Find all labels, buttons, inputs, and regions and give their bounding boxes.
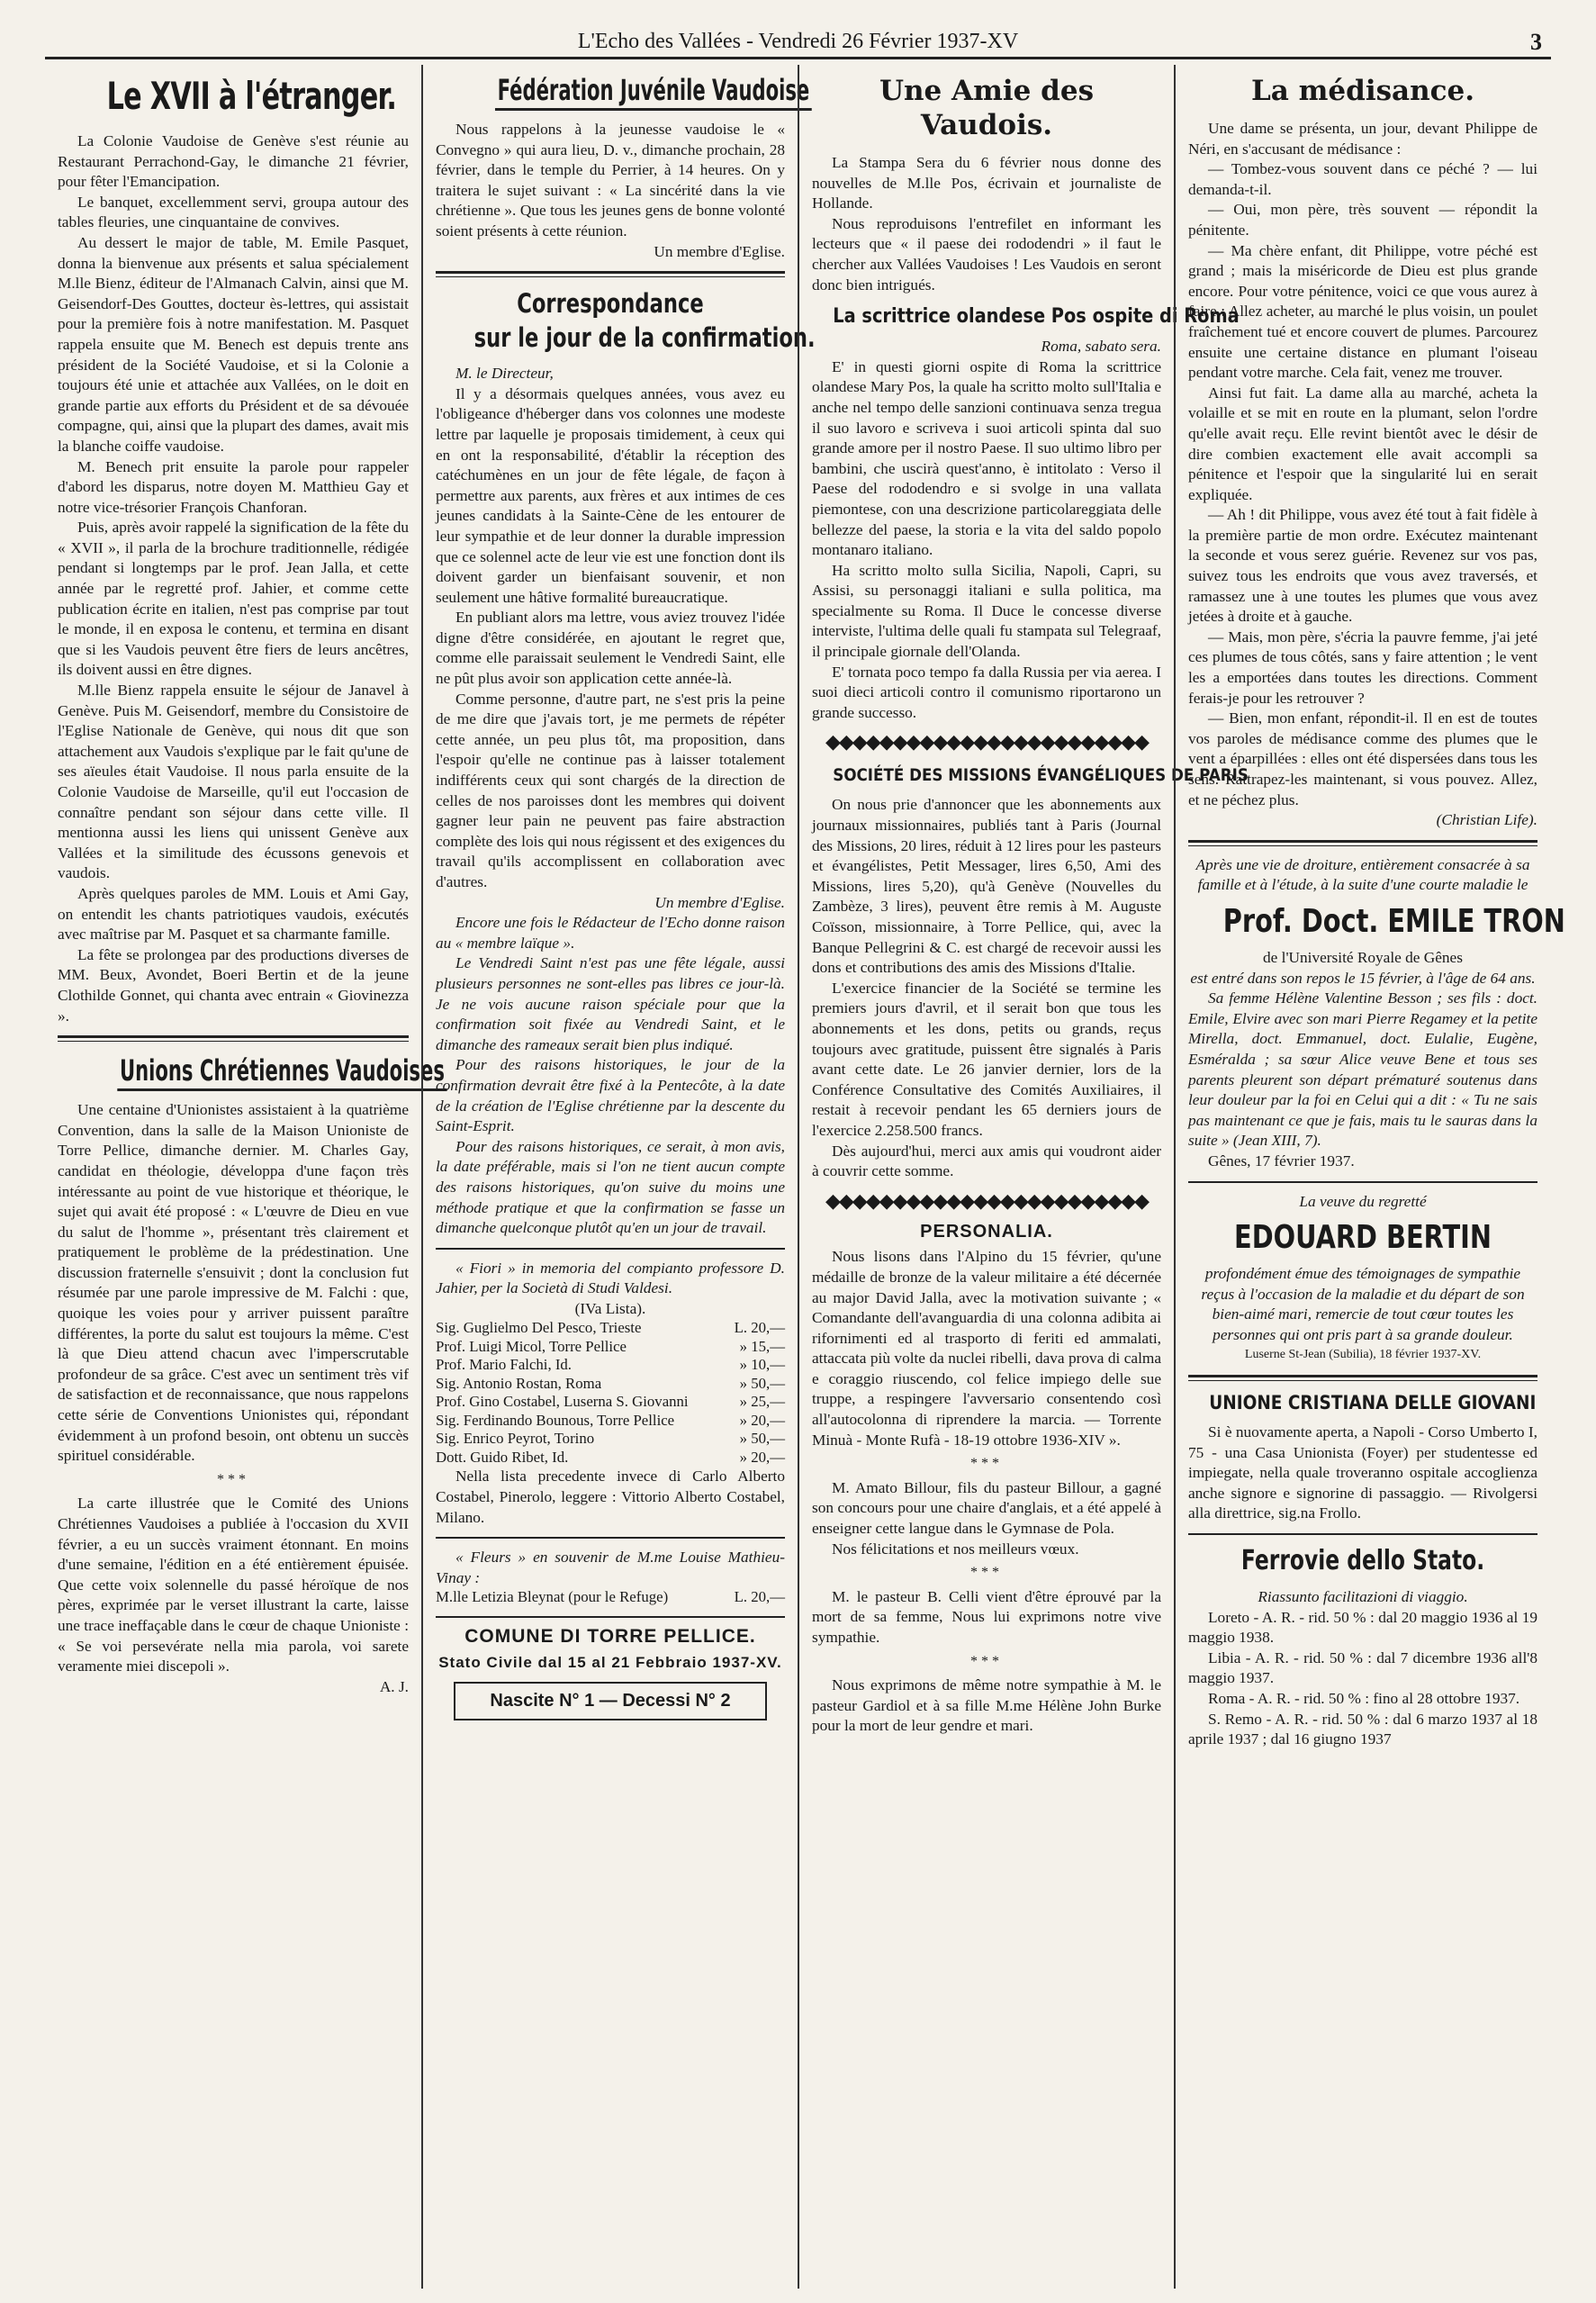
paragraph: Si è nuovamente aperta, a Napoli - Corso Umberto I, 75 - una Casa Unionista (Foyer) per studentesse ed impiegate, nella quale troveranno ospitale accoglienza anche signore e signorine di passaggio. — Rivolgersi alla direttrice, sig.na Frollo. bbox=[1188, 1423, 1537, 1522]
fiori-table bbox=[436, 1319, 785, 1467]
fiori-lista: (IVa Lista). bbox=[574, 1299, 646, 1317]
paragraph: E' tornata poco tempo fa dalla Russia per via aerea. I suoi dieci articoli contro il comunismo riportarono un grande successo. bbox=[812, 663, 1161, 721]
paragraph: Nous rappelons à la jeunesse vaudoise le « Convegno » qui aura lieu, D. v., dimanche prochain, 28 février, dans le temple du Perrier, à 14 heures. On y traitera le sujet suivant : « La sincérité dans la vie chrétienne ». Que tous les jeunes gens de bonne volonté soient présents à cette réunion. bbox=[436, 121, 785, 239]
divider bbox=[1188, 1181, 1537, 1183]
list-item: Roma - A. R. - rid. 50 % : fino al 28 ottobre 1937. bbox=[1208, 1690, 1520, 1707]
table-row: Sig. Antonio Rostan, Roma » 50,— bbox=[436, 1374, 785, 1392]
article-subtitle-confirmation: sur le jour de la confirmation. bbox=[473, 322, 816, 354]
separator-stars: *** bbox=[970, 1456, 1003, 1472]
comune-box: Nascite N° 1 — Decessi N° 2 bbox=[454, 1682, 767, 1720]
paragraph: L'exercice financier de la Société se termine les premiers jours d'avril, et il serait bon que tous les abonnements et les dons, petits ou grands, reçus toujours avec gratitude, puissent être signalés à Paris avant cette date. Le 26 janvier dernier, lors de la Conférence Consultative des Comités Auxiliaires, il restait à recevoir pendant les 65 derniers jours de l'exercice 2.258.500 francs. bbox=[812, 979, 1161, 1139]
divider bbox=[1188, 1533, 1537, 1535]
paragraph: Une centaine d'Unionistes assistaient à la quatrième Convention, dans la salle de la Maison Unioniste de Torre Pellice, dimanche dernier. M. Charles Gay, candidat en théologie, développa d'une façon très intéressante au point de vue historique et théorique, le sujet qui avait été proposé : « L'œuvre de Dieu en vue du salut de l'homme », présentant très clairement et pratiquement le problème de la prédestination. Une discussion fraternelle s'ensuivit ; dont la conclusion fut résumée par une parole impressive de M. Falchi : que, quoique les voies pour y arriver puissent paraître différentes, la porte du salut est toujours la même. C'est là que Dieu attend chacun avec l'imperscrutable profondeur de sa grâce. C'est avec un sentiment très vif de satisfaction et de reconnaissance, que nous rappelons cette série de Conventions Unionistes qui, répondant évidemment à un profond besoin, ont obtenu un succès spirituel considérable. bbox=[58, 1101, 409, 1465]
obituary-intro: La veuve du regretté bbox=[1299, 1192, 1427, 1210]
obituary-line: de l'Université Royale de Gênes bbox=[1263, 948, 1463, 966]
paragraph: Le banquet, excellemment servi, groupa autour des tables fleuries, une cinquantaine de convives. bbox=[58, 193, 409, 231]
obituary-place: Luserne St-Jean (Subilia), 18 février 1937-XV. bbox=[1244, 1348, 1482, 1362]
signature: A. J. bbox=[379, 1677, 409, 1695]
obituary-body: profondément émue des témoignages de sympathie reçus à l'occasion de la maladie et du départ de son bien-aimé mari, remercie de tout cœur toutes les personnes qui ont pris part à sa grande douleur. bbox=[1201, 1265, 1525, 1343]
obituary-place: Gênes, 17 février 1937. bbox=[1208, 1152, 1355, 1170]
obituary-intro: Après une vie de droiture, entièrement consacrée à sa famille et à l'étude, à la suite d'une courte maladie le bbox=[1195, 855, 1530, 894]
paragraph: M. Benech prit ensuite la parole pour rappeler d'abord les disparus, notre doyen M. Matthieu Gay et notre vice-trésorier François Chanforan. bbox=[58, 457, 409, 516]
article-title-medisance: La médisance. bbox=[1250, 75, 1475, 107]
fleurs-table bbox=[436, 1588, 785, 1607]
ornament-divider: ◆◆◆◆◆◆◆◆◆◆◆◆◆◆◆◆◆◆◆◆◆◆◆◆ bbox=[825, 1188, 1149, 1212]
article-title-unions: Unions Chrétiennes Vaudoises bbox=[117, 1052, 348, 1091]
divider bbox=[436, 1616, 785, 1618]
table-row: Dott. Guido Ribet, Id. » 20,— bbox=[436, 1448, 785, 1466]
article-body-xvii bbox=[58, 131, 409, 1026]
table-row: Prof. Gino Costabel, Luserna S. Giovanni » 25,— bbox=[436, 1393, 785, 1411]
paragraph: Après quelques paroles de MM. Louis et Ami Gay, on entendit les chants patriotiques vaudois, exécutés avec maîtrise par M. Pasquet et sa charmante famille. bbox=[58, 884, 409, 944]
columns bbox=[45, 65, 1565, 2289]
table-row: Sig. Guglielmo Del Pesco, Trieste L. 20,— bbox=[436, 1319, 785, 1337]
article-title-xvii: Le XVII à l'étranger. bbox=[106, 74, 397, 118]
obituary-body: est entré dans son repos le 15 février, à l'âge de 64 ans. bbox=[1190, 969, 1536, 987]
fiori-intro: « Fiori » in memoria del compianto professore D. Jahier, per la Società di Studi Valdesi. bbox=[436, 1259, 785, 1297]
paragraph: M. Amato Billour, fils du pasteur Billour, a gagné son concours pour une chaire d'anglais, et a été appelé à enseigner cette langue dans le Gymnase de Pola. bbox=[812, 1478, 1161, 1538]
divider bbox=[1188, 1375, 1537, 1381]
paragraph: — Mais, mon père, s'écria la pauvre femme, j'ai jeté ces plumes de tous côtés, sans y faire attention ; le vent les a emportées dans toutes les directions. Comment ferais-je pour les retrouver ? bbox=[1188, 628, 1537, 707]
running-title: L'Echo des Vallées - Vendredi 26 Février 1937-XV bbox=[577, 30, 1019, 53]
paragraph: — Tombez-vous souvent dans ce péché ? — lui demanda-t-il. bbox=[1188, 160, 1537, 198]
article-title-ferrovie: Ferrovie dello Stato. bbox=[1240, 1545, 1485, 1577]
dateline: Roma, sabato sera. bbox=[1041, 338, 1161, 356]
salutation: M. le Directeur, bbox=[455, 365, 554, 383]
paragraph: La Stampa Sera du 6 février nous donne des nouvelles de M.lle Pos, écrivain et journaliste de Hollande. bbox=[812, 154, 1161, 212]
comune-subtitle: Stato Civile dal 15 al 21 Febbraio 1937-XV. bbox=[438, 1653, 782, 1671]
column-1 bbox=[45, 65, 445, 2289]
article-title-ucdg: UNIONE CRISTIANA DELLE GIOVANI bbox=[1209, 1392, 1537, 1414]
editor-note: Pour des raisons historiques, le jour de la confirmation devrait être fixé à la Pentecôte, à la date de la création de l'Eglise chrétienne par la descente du Saint-Esprit. bbox=[436, 1056, 785, 1135]
running-header bbox=[45, 27, 1551, 59]
article-body-unions bbox=[58, 1100, 409, 1697]
paragraph: Nos félicitations et nos meilleurs vœux. bbox=[832, 1540, 1079, 1558]
table-row: M.lle Letizia Bleynat (pour le Refuge) L. 20,— bbox=[436, 1588, 785, 1606]
list-item: Libia - A. R. - rid. 50 % : dal 7 dicembre 1936 all'8 maggio 1937. bbox=[1188, 1648, 1537, 1687]
paragraph: Au dessert le major de table, M. Emile Pasquet, donna la bienvenue aux présents et salua spécialement M.lle Bienz, éditeur de l'Almanach Calvin, ainsi que M. Geisendorf-Des Gouttes, docteur ès-lettres, qui assistait pour la première fois à notre manifestation. M. Pasquet rappela ensuite que M. Benech est depuis trente ans président de la Société Vaudoise, et si la Colonie a toujours été unie et attachée aux Vallées, on le doit en grande partie aux efforts du Président et de sa dévouée compagne, qui, ainsi que la plupart des dames, avait mis la blanche coiffe vaudoise. bbox=[58, 233, 409, 455]
list-item: S. Remo - A. R. - rid. 50 % : dal 6 marzo 1937 al 18 aprile 1937 ; dal 16 giugno 1937 bbox=[1188, 1710, 1537, 1748]
divider bbox=[436, 1537, 785, 1539]
paragraph: On nous prie d'annoncer que les abonnements aux journaux missionnaires, publiés tant à Paris (Journal des Missions, 20 lires, réduit à 12 lires pour les pasteurs et évangélistes, Petit Messager, lires 6,50, Ami des Missions, lires 5,20), qu'à Genève (Nouvelles du Zambèze, 3 lires), peuvent être remis à M. Auguste Coïsson, missionnaire, à Torre Pellice, qui, avec la Banque Pellegrini & C. est chargé de recevoir aussi les dons et contributions des amis des Missions d'Italie. bbox=[812, 796, 1161, 977]
table-row: Prof. Mario Falchi, Id. » 10,— bbox=[436, 1356, 785, 1374]
paragraph: La Colonie Vaudoise de Genève s'est réunie au Restaurant Perrachond-Gay, le dimanche 21 février, pour fêter l'Emancipation. bbox=[58, 132, 409, 191]
paragraph: En publiant alors ma lettre, vous aviez trouvez l'idée digne d'être considérée, en ajoutant le regret que, comme elle paraissait seulement le Vendredi Saint, elle ne pût plus avoir son application cette année-là. bbox=[436, 609, 785, 688]
page-number: 3 bbox=[1530, 29, 1542, 55]
divider bbox=[436, 271, 785, 277]
obituary-family: Sa femme Hélène Valentine Besson ; ses fils : doct. Emile, Elvire avec son mari Pierre Regamey et la petite Mirella, doct. Emmanuel, doct. Eulalie, Eugène, Esméralda ; sa sœur Alice veuve Bene et tous ses parents pleurent son départ prématuré soutenus dans leur douleur par la foi en Celui qui a dit : « Tu ne sais pas maintenant ce que je fais, mais tu le sauras dans la suite » (Jean XIII, 7). bbox=[1188, 989, 1537, 1150]
article-title-correspondance: Correspondance bbox=[517, 288, 704, 320]
paragraph: — Ma chère enfant, dit Philippe, votre péché est grand ; mais la miséricorde de Dieu est plus grande encore. Pour votre pénitence, voici ce que vous aurez à faire : Allez acheter, au marché le plus voisin, un poulet fraîchement tué et encore couvert de plumes. Parcourez ensuite une certaine distance en plumant l'oiseau pendant votre marche. Cela fait, venez me trouver. bbox=[1188, 241, 1537, 382]
signature: Un membre d'Eglise. bbox=[654, 242, 785, 260]
paragraph: — Ah ! dit Philippe, vous avez été tout à fait fidèle à la première partie de mon ordre. Exécutez maintenant la seconde et vous serez guérie. Revenez sur vos pas, suivez tous les endroits que vous avez traversés, et ramassez une à une toutes les plumes que vous avez jetées à droite et à gauche. bbox=[1188, 506, 1537, 626]
ferrovie-subtitle: Riassunto facilitazioni di viaggio. bbox=[1258, 1588, 1468, 1606]
table-row: Sig. Ferdinando Bounous, Torre Pellice » 20,— bbox=[436, 1411, 785, 1429]
article-title-pos: La scrittrice olandese Pos ospite di Roma bbox=[833, 305, 1240, 329]
paragraph: Ainsi fut fait. La dame alla au marché, acheta la volaille et se mit en route en la plumant, selon l'ordre qu'elle avait reçu. Elle revint bientôt avec le désir de dire combien exactement elle avait accompli sa pénitence et l'espoir que la singularité lui en serait expliquée. bbox=[1188, 384, 1537, 503]
paragraph: Nous lisons dans l'Alpino du 15 février, qu'une médaille de bronze de la valeur militaire a été décernée au major David Jalla, avec la motivation suivante ; « Comandante dell'avanguardia di una colonna adibita ai rifornimenti ed al trasporto di feriti ed ammalati, attaccata più volte da nuclei ribelli, dava prova di calma e coraggio riuscendo, col felice impiego delle sue truppe, a respingere l'avversario consentendo così all'autocolonna di riprendere la marcia. — Torrente Minuà - Monte Rufà - 18-19 ottobre 1936-XIV ». bbox=[812, 1248, 1161, 1449]
paragraph: M. le pasteur B. Celli vient d'être éprouvé par la mort de sa femme, Nous lui exprimons notre vive sympathie. bbox=[812, 1587, 1161, 1646]
paragraph: E' in questi giorni ospite di Roma la scrittrice olandese Mary Pos, la quale ha scritto molto sull'Italia e anche nel tempo delle sanzioni continuava senza tregua il suo lavoro e scriveva i suoi articoli spinta dal suo grande amore per il nostro Paese. Il suo ultimo libro per bambini, che uscirà quest'anno, è intitolato : Verso il Paese del rododendro e si svolge in una vallata piemontese, con una descrizione particolareggiata delle bellezze del paese, la storia e la vita del saldo popolo montanaro italiano. bbox=[812, 357, 1161, 559]
paragraph: — Oui, mon père, très souvent — répondit la pénitente. bbox=[1188, 201, 1537, 239]
column-3 bbox=[798, 65, 1249, 2289]
paragraph: M.lle Bienz rappela ensuite le séjour de Janavel à Genève. Puis M. Geisendorf, membre du Consistoire de l'Eglise Nationale de Genève, qui nous dit que son attachement aux Vaudois s'explique par le fait qu'une de ses aïeules était Vaudoise. Il nous parla ensuite de la Colonie Vaudoise de Marseille, qu'il eut l'occasion de connaître pendant son séjour dans cette ville. Il mentionna aussi les liens qui unissent Genève aux Vallées et la similitude des écussons genevois et vaudois. bbox=[58, 682, 409, 882]
paragraph: La carte illustrée que le Comité des Unions Chrétiennes Vaudoises a publiée à l'occasion du XVII février, a eu un succès vraiment étonnant. En moins d'une semaine, l'édition en a été entièrement épuisée. Que cette voix solennelle du passé héroïque de nos pères, exprimée par le verset illustrant la carte, laisse une trace ineffaçable dans le cœur de chaque Unioniste : « Se voi persevérate nella mia parola, voi sarete veramente miei discepoli ». bbox=[58, 1495, 409, 1675]
paragraph: Une dame se présenta, un jour, devant Philippe de Néri, en s'accusant de médisance : bbox=[1188, 120, 1537, 158]
article-title-amie: Une Amie des Vaudois. bbox=[879, 75, 1095, 141]
editor-note: Pour des raisons historiques, ce serait, à mon avis, la date préférable, mais si l'on ne tient aucun compte des raisons historiques, qu'on suive du moins une méthode pratique et que la confirmation se fasse un dimanche quelconque plutôt qu'en un jour de travail. bbox=[436, 1137, 785, 1237]
list-item: Loreto - A. R. - rid. 50 % : dal 20 maggio 1936 al 19 maggio 1938. bbox=[1188, 1608, 1537, 1647]
obituary-name: Prof. Doct. EMILE TRON bbox=[1222, 902, 1565, 940]
signature: (Christian Life). bbox=[1436, 811, 1537, 829]
paragraph: — Bien, mon enfant, répondit-il. Il en est de toutes vos paroles de médisance comme des plumes que le vent a éparpillées : elles ont été dispersées dans tous les sens. Rattrapez-les maintenant, si vous pouvez. Allez, et ne péchez plus. bbox=[1188, 709, 1537, 808]
ornament-divider: ◆◆◆◆◆◆◆◆◆◆◆◆◆◆◆◆◆◆◆◆◆◆◆◆ bbox=[825, 730, 1149, 754]
column-2 bbox=[421, 65, 816, 2289]
paragraph: Ha scritto molto sulla Sicilia, Napoli, Capri, su Assisi, su personaggi italiani e sulla politica, ma specialmente su Roma. Il Duce le concesse diverse interviste, l'ultima delle quali fu stampata sul Telegraaf, il principale giornale dell'Olanda. bbox=[812, 561, 1161, 661]
paragraph: Nous reproduisons l'entrefilet en informant les lecteurs que « il paese dei rododendri » il faut le chercher aux Vallées Vaudoises ! Les Vaudois en seront donc bien intrigués. bbox=[812, 214, 1161, 294]
paragraph: Dès aujourd'hui, merci aux amis qui voudront aider à couvrir cette somme. bbox=[812, 1142, 1161, 1180]
separator-stars: *** bbox=[970, 1653, 1003, 1669]
fiori-note: Nella lista precedente invece di Carlo Alberto Costabel, Pinerolo, leggere : Vittorio Alberto Costabel, Milano. bbox=[436, 1468, 785, 1526]
editor-note: Le Vendredi Saint n'est pas une fête légale, aussi plusieurs personnes ne sont-elles pas libres ce jour-là. Je ne vois aucune raison spéciale pour que la confirmation soit fixée au Vendredi Saint, et le dimanche des rameaux serait bien plus indiqué. bbox=[436, 954, 785, 1053]
paragraph: Nous exprimons de même notre sympathie à M. le pasteur Gardiol et à sa fille M.me Hélène John Burke pour la mort de leur gendre et mari. bbox=[812, 1676, 1161, 1735]
paragraph: Comme personne, d'autre part, ne s'est pris la peine de me dire que j'avais tort, je me permets de répéter cette année, un peu plus tôt, ma proposition, dans l'espoir qu'elle ne continue pas à laisser totalement indifférents ceux qui sont chargés de la direction de celles de nos paroisses dont les membres qui doivent gagner leur pain ne peuvent pas faire abstraction complète des lois qui nous régissent et des exigences du travail qu'ils accomplissent en collaboration avec d'autres. bbox=[436, 690, 785, 890]
table-row: Prof. Luigi Micol, Torre Pellice » 15,— bbox=[436, 1337, 785, 1355]
table-row: Sig. Enrico Peyrot, Torino » 50,— bbox=[436, 1430, 785, 1448]
divider bbox=[436, 1248, 785, 1250]
signature: Un membre d'Eglise. bbox=[654, 893, 785, 911]
obituary-name: EDOUARD BERTIN bbox=[1234, 1219, 1492, 1257]
divider bbox=[58, 1035, 409, 1042]
fleurs-intro: « Fleurs » en souvenir de M.me Louise Mathieu-Vinay : bbox=[436, 1549, 785, 1586]
article-title-missions: SOCIÉTÉ DES MISSIONS ÉVANGÉLIQUES DE PARIS bbox=[833, 765, 1249, 786]
article-title-federation: Fédération Juvénile Vaudoise bbox=[495, 72, 726, 111]
column-4 bbox=[1174, 65, 1565, 2289]
divider bbox=[1188, 840, 1537, 846]
article-title-personalia: PERSONALIA. bbox=[920, 1221, 1053, 1242]
separator-stars: *** bbox=[217, 1471, 249, 1487]
comune-title: COMUNE DI TORRE PELLICE. bbox=[464, 1625, 756, 1647]
editor-note: Encore une fois le Rédacteur de l'Echo donne raison au « membre laïque ». bbox=[436, 914, 785, 952]
paragraph: La fête se prolongea par des productions diverses de MM. Beux, Avondet, Boeri Bertin et de la jeune Clothilde Gonnet, qui chanta avec entrain « Giovinezza ». bbox=[58, 945, 409, 1025]
paragraph: Il y a désormais quelques années, vous avez eu l'obligeance d'héberger dans vos colonnes une modeste lettre par laquelle je proposais timidement, à ceux qui en ont la responsabilité, d'établir la réception des catéchumènes en un jour de fête légale, de façon à permettre aux parents, aux frères et aux intimes de ces jeunes candidats à la Sainte-Cène de les entourer de leur sympathie et de leur donner la durable impression que ce solennel acte de leur vie est une fonction dont ils doivent garder un bienfaisant souvenir, et non seulement une hâtive formalité bureaucratique. bbox=[436, 384, 785, 606]
separator-stars: *** bbox=[970, 1565, 1003, 1581]
paragraph: Puis, après avoir rappelé la signification de la fête du « XVII », il parla de la brochure traditionnelle, rédigée pendant si longtemps par le prof. Jean Jalla, et cette année par le regretté prof. Jahier, et comme cette publication écrite en italien, n'est pas comprise par tout le monde, il en exposa le contenu, et termina en disant que si les Vaudois peuvent être fiers de leurs ancêtres, ils doivent aussi en être dignes. bbox=[58, 519, 409, 679]
